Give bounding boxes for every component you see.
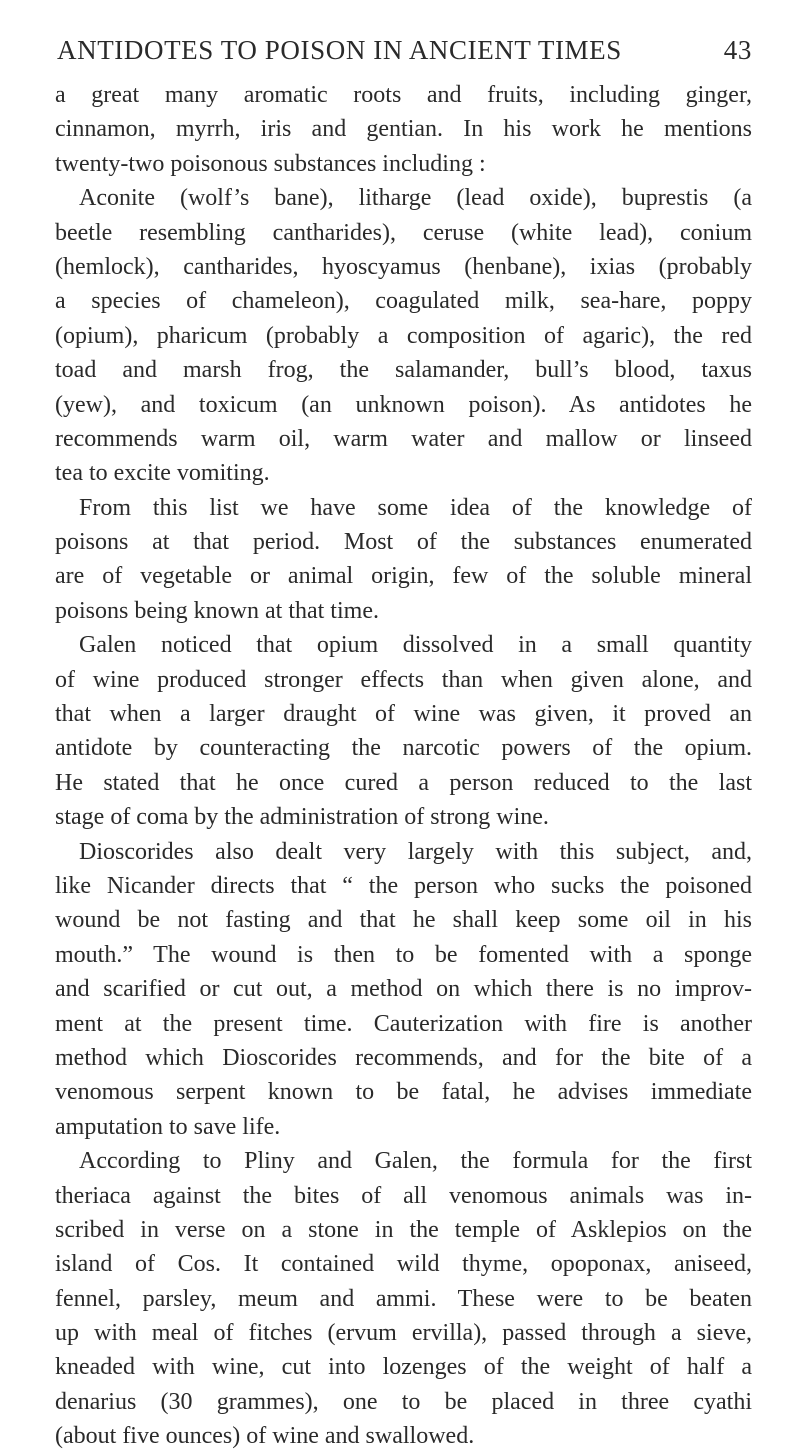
- text-line: island of Cos. It contained wild thyme, opoponax, aniseed,: [55, 1251, 752, 1278]
- text-line: poisons being known at that time.: [55, 597, 379, 624]
- text-line: denarius (30 grammes), one to be placed in three cyathi: [55, 1388, 752, 1415]
- text-line: (hemlock), cantharides, hyoscyamus (henbane), ixias (probably: [55, 253, 752, 280]
- text-line: method which Dioscorides recommends, and for the bite of a: [55, 1044, 752, 1071]
- text-line: like Nicander directs that “ the person who sucks the poisoned: [55, 872, 752, 899]
- text-line: He stated that he once cured a person reduced to the last: [55, 769, 752, 796]
- text-line: (about five ounces) of wine and swallowed.: [55, 1423, 475, 1450]
- text-line: ment at the present time. Cauterization with fire is another: [55, 1010, 752, 1037]
- text-line: poisons at that period. Most of the substances enumerated: [55, 529, 752, 556]
- text-line: beetle resembling cantharides), ceruse (white lead), conium: [55, 219, 752, 246]
- text-line: up with meal of fitches (ervum ervilla), passed through a sieve,: [55, 1320, 752, 1347]
- text-line: a great many aromatic roots and fruits, including ginger,: [55, 82, 752, 108]
- text-line: tea to excite vomiting.: [55, 460, 270, 487]
- text-line: a species of chameleon), coagulated milk, sea-hare, poppy: [55, 288, 752, 315]
- text-line: From this list we have some idea of the knowledge of: [79, 494, 752, 521]
- text-line: theriaca against the bites of all venomous animals was in-: [55, 1182, 752, 1209]
- running-head: [55, 30, 752, 70]
- text-line: Dioscorides also dealt very largely with this subject, and,: [79, 838, 752, 865]
- text-line: recommends warm oil, warm water and mallow or linseed: [55, 425, 752, 452]
- text-line: stage of coma by the administration of strong wine.: [55, 804, 549, 831]
- running-head-title: ANTIDOTES TO POISON IN ANCIENT TIMES: [57, 35, 622, 65]
- text-line: of wine produced stronger effects than when given alone, and: [55, 666, 752, 693]
- text-line: and scarified or cut out, a method on which there is no improv-: [55, 976, 752, 1003]
- text-line: (yew), and toxicum (an unknown poison). As antidotes he: [55, 391, 752, 418]
- text-line: twenty-two poisonous substances including :: [55, 150, 486, 177]
- text-line: venomous serpent known to be fatal, he advises immediate: [55, 1079, 752, 1106]
- page-number: 43: [723, 35, 752, 65]
- text-line: are of vegetable or animal origin, few of the soluble mineral: [55, 563, 752, 590]
- text-line: that when a larger draught of wine was given, it proved an: [55, 701, 752, 728]
- text-line: (opium), pharicum (probably a composition of agaric), the red: [55, 322, 752, 349]
- text-line: Galen noticed that opium dissolved in a small quantity: [79, 632, 752, 659]
- text-line: fennel, parsley, meum and ammi. These were to be beaten: [55, 1285, 752, 1312]
- text-line: kneaded with wine, cut into lozenges of the weight of half a: [55, 1354, 752, 1381]
- text-line: antidote by counteracting the narcotic powers of the opium.: [55, 735, 752, 762]
- book-page: [55, 30, 752, 1454]
- text-line: Aconite (wolf’s bane), litharge (lead oxide), buprestis (a: [79, 185, 752, 212]
- text-line: toad and marsh frog, the salamander, bull’s blood, taxus: [55, 357, 752, 384]
- text-line: amputation to save life.: [55, 1113, 281, 1140]
- text-line: scribed in verse on a stone in the temple of Asklepios on the: [55, 1216, 752, 1243]
- text-line: mouth.” The wound is then to be fomented with a sponge: [55, 941, 752, 968]
- text-line: wound be not fasting and that he shall keep some oil in his: [55, 907, 752, 934]
- text-line: cinnamon, myrrh, iris and gentian. In his work he mentions: [55, 116, 752, 143]
- text-line: According to Pliny and Galen, the formula for the first: [79, 1148, 752, 1175]
- body-text: [55, 78, 752, 1454]
